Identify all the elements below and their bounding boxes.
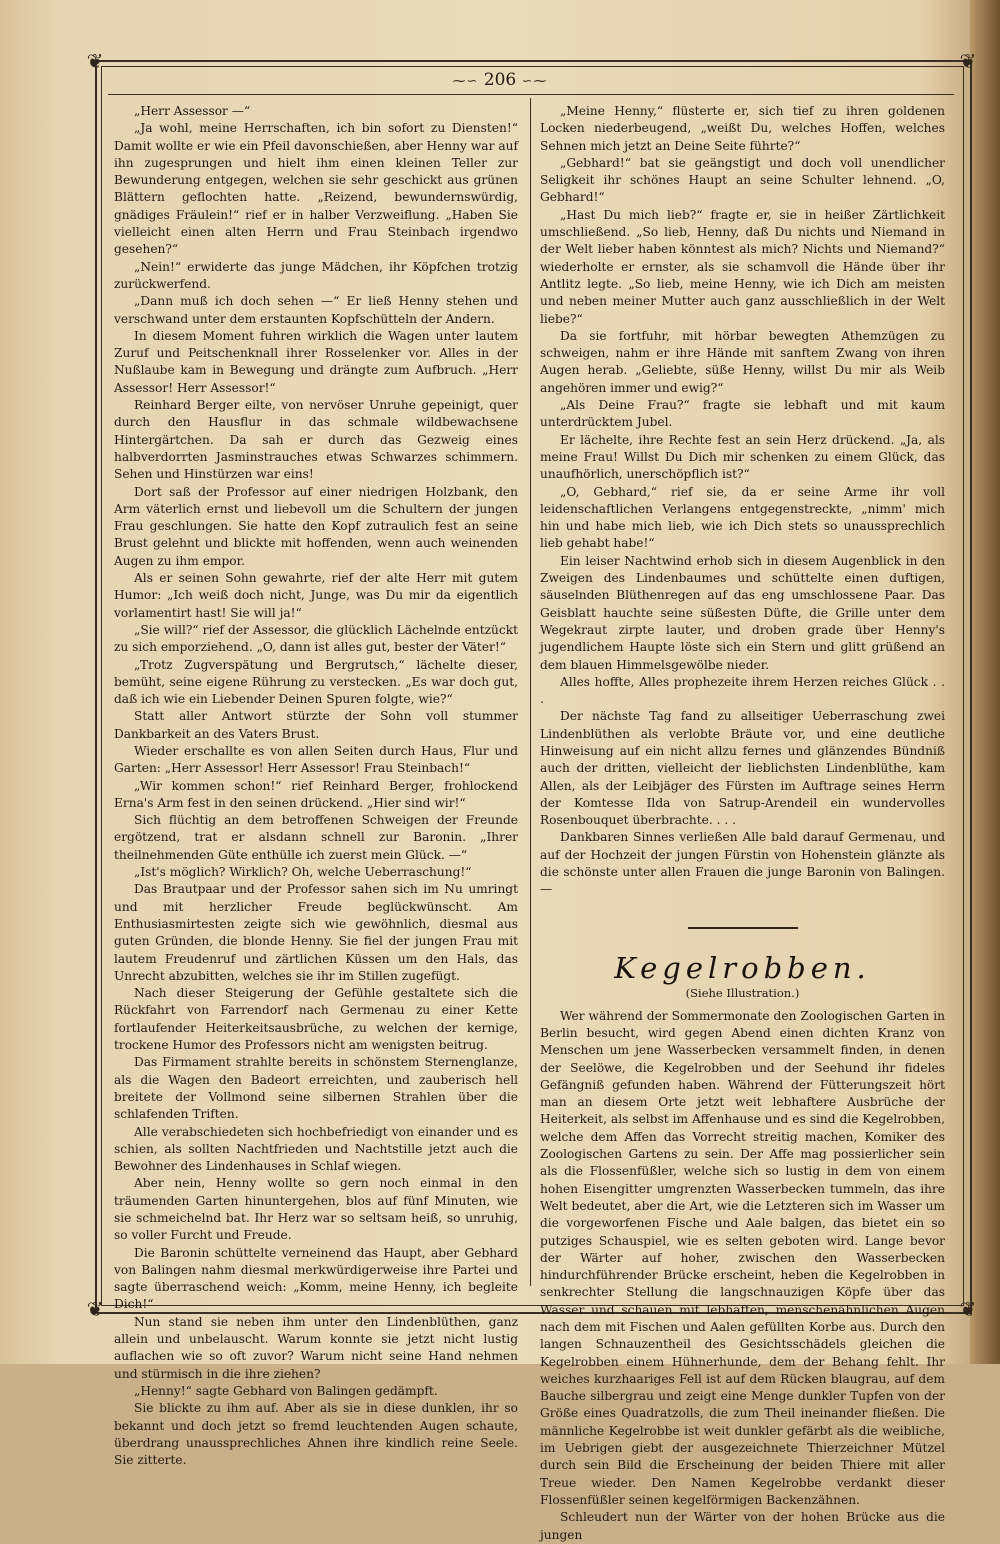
left-column: [114, 103, 518, 1469]
corner-ornament-icon: ❦: [86, 1297, 104, 1321]
header-rule: [108, 94, 954, 95]
paragraph: „Gebhard!“ bat sie geängstigt und doch voll unendlicher Seligkeit ihr schönes Haupt an seine Schulter lehnend. „O, Gebhard!“: [540, 155, 945, 205]
article-paragraph: Schleudert nun der Wärter von der hohen Brücke aus die jungen: [540, 1510, 945, 1542]
paragraph: „O, Gebhard,“ rief sie, da er seine Arme ihr voll leidenschaftlichen Verlangens entgegenstreckte, „nimm' mich hin und habe mich lieb, wie ich Dich stets so unaussprechlich lieb gehabt habe!“: [540, 484, 945, 551]
paragraph: In diesem Moment fuhren wirklich die Wagen unter lautem Zuruf und Peitschenknall ihrer Rosselenker vor. Alles in der Nußlaube kam in Bewegung und drängte zum Aufbruch. „Herr Assessor! Herr Assessor!“: [114, 328, 518, 395]
paragraph: „Hast Du mich lieb?“ fragte er, sie in heißer Zärtlichkeit umschließend. „So lieb, Henny, daß Du nichts und Niemand in der Welt lieber haben könntest als mich? Nichts und Niemand?“ wiederholte er ernster, als sie schamvoll die Hände über ihr Antlitz legte. „So lieb, meine Henny, wie ich Dich am meisten und neben meiner Mutter auch ganz ausschließlich in der Welt liebe?“: [540, 207, 945, 326]
page-number-header: [0, 70, 1000, 90]
paragraph: Dort saß der Professor auf einer niedrigen Holzbank, den Arm väterlich ernst und liebevoll um die Schultern der jungen Frau geschlungen. Sie hatte den Kopf zutraulich fest an seine Brust gelehnt und blickte mit hoffenden, wenn auch weinenden Augen zu ihm empor.: [114, 484, 518, 568]
paragraph: „Ist's möglich? Wirklich? Oh, welche Ueberraschung!“: [134, 865, 472, 880]
paragraph: Statt aller Antwort stürzte der Sohn voll stummer Dankbarkeit an des Vaters Brust.: [114, 709, 518, 741]
paragraph: Reinhard Berger eilte, von nervöser Unruhe gepeinigt, quer durch den Hausflur in das schmale wildbewachsene Hintergärtchen. Da sah er durch das Gezweig eines halbverdorrten Jasminstrauches etwas Schwarzes schimmern. Sehen und Hinstürzen war eins!: [114, 398, 518, 482]
paragraph: Dankbaren Sinnes verließen Alle bald darauf Germenau, und auf der Hochzeit der jungen Fürstin von Hohenstein glänzte als die schönste unter allen Frauen die junge Baronin von Balingen. —: [540, 830, 945, 897]
paragraph: Er lächelte, ihre Rechte fest an sein Herz drückend. „Ja, als meine Frau! Willst Du Dich mir schenken zu einem Glück, das unaufhörlich, unerschöpflich ist?“: [540, 432, 945, 482]
section-divider: [688, 927, 798, 929]
paragraph: Wieder erschallte es von allen Seiten durch Haus, Flur und Garten: „Herr Assessor! Herr Assessor! Frau Steinbach!“: [114, 743, 518, 776]
paragraph: Sich flüchtig an dem betroffenen Schweigen der Freunde ergötzend, trat er alsdann schnell zur Baronin. „Ihrer theilnehmenden Güte enthülle ich zuerst mein Glück. —“: [114, 813, 518, 862]
article-title: Kegelrobben.: [614, 950, 871, 985]
paragraph: Nun stand sie neben ihm unter den Lindenblüthen, ganz allein und unbelauscht. Warum konnte sie jetzt nicht lustig auflachen wie so oft zuvor? Warum nicht seine Hand nehmen und stürmisch in die ihre ziehen?: [114, 1314, 518, 1381]
paragraph: „Ja wohl, meine Herrschaften, ich bin sofort zu Diensten!“ Damit wollte er wie ein Pfeil davonschießen, aber Henny war auf ihn zugesprungen und hielt ihm einen kleinen Teller zur Bewunderung entgegen, welchen sie sehr geschickt aus grünen Blättern geflochten hatte. „Reizend, bewundernswürdig, gnädiges Fräulein!“ rief er in halber Verzweiflung. „Haben Sie vielleicht einen alten Herrn und Frau Steinbach irgendwo gesehen?“: [114, 121, 518, 257]
paragraph: Alle verabschiedeten sich hochbefriedigt von einander und es schien, als sollten Nachtfrieden und Nachtstille jetzt auch die Bewohner des Lindenhauses in Schlaf wiegen.: [114, 1124, 518, 1174]
paragraph: „Meine Henny,“ flüsterte er, sich tief zu ihren goldenen Locken niederbeugend, „weißt Du, welches Hoffen, welches Sehnen mich jetzt an Deine Seite führte?“: [540, 104, 945, 153]
paragraph: Die Baronin schüttelte verneinend das Haupt, aber Gebhard von Balingen nahm diesmal merkwürdigerweise ihre Partei und sagte überraschend weich: „Komm, meine Henny, ich begleite Dich!“: [114, 1245, 518, 1312]
paragraph: „Trotz Zugverspätung und Bergrutsch,“ lächelte dieser, bemüht, seine eigene Rührung zu verstecken. „Es war doch gut, daß ich wie ein Liebender Deinen Spuren folgte, wie?“: [114, 657, 518, 707]
paragraph: Alles hoffte, Alles prophezeite ihrem Herzen reiches Glück . . .: [540, 674, 945, 707]
flourish-right-icon: ∽⁓: [521, 74, 548, 89]
paragraph: Ein leiser Nachtwind erhob sich in diesem Augenblick in den Zweigen des Lindenbaumes und schüttelte einen duftigen, säuselnden Blüthenregen auf das eng umschlossene Paar. Das Geisblatt hauchte seine süßesten Düfte, die Grille unter dem Wegekraut zirpte lauter, und droben grade über Henny's jugendlichem Haupte löste sich ein Stern und glitt grüßend an dem blauen Himmelsgewölbe nieder.: [540, 553, 945, 672]
paragraph: „Als Deine Frau?“ fragte sie lebhaft und mit kaum unterdrücktem Jubel.: [540, 398, 945, 430]
paragraph: Das Firmament strahlte bereits in schönstem Sternenglanze, als die Wagen den Badeort erreichten, und zauberisch hell breitete der Vollmond seine silbernen Strahlen über die schlafenden Triften.: [114, 1055, 518, 1122]
paragraph: Der nächste Tag fand zu allseitiger Ueberraschung zwei Lindenblüthen als verlobte Bräute vor, und eine deutliche Hinweisung auf ein nicht allzu fernes und glänzendes Bündniß auch der dritten, vielleicht der lieblichsten Lindenblüthe, kam Allen, als der Leibjäger des Fürsten im Auftrage seines Herrn der Komtesse Ilda von Satrup-Arendeil ein wundervolles Rosenbouquet überbrachte. . . .: [540, 709, 945, 828]
column-divider: [530, 98, 531, 1286]
corner-ornament-icon: ❦: [86, 49, 104, 73]
paragraph: „Herr Assessor —“: [134, 104, 251, 118]
paragraph: Aber nein, Henny wollte so gern noch einmal in den träumenden Garten hinuntergehen, blos auf fünf Minuten, wie sie schmeichelnd bat. Ihr Herz war so seltsam heiß, so unruhig, so voller Furcht und Freude.: [114, 1176, 518, 1243]
article-paragraph: Wer während der Sommermonate den Zoologischen Garten in Berlin besucht, wird gegen Abend einen dichten Kranz von Menschen um jene Wasserbecken versammelt finden, in denen der Seelöwe, die Kegelrobben und der Seehund ihr fideles Gefängniß gefunden haben. Während der Fütterungszeit hört man an diesem Orte jetzt weit lebhaftere Ausbrüche der Heiterkeit, als selbst im Affenhause und es sind die Kegelrobben, welche dem Affen das Vorrecht streitig machen, Komiker des Zoologischen Gartens zu sein. Der Affe mag possierlicher sein als die Flossenfüßler, welche sich so lustig in dem von einem hohen Eisengitter umgrenzten Wasserbecken tummeln, das ihre Welt bedeutet, aber die Art, wie die Letzteren sich im Wasser um die vorgeworfenen Fische und Aale balgen, das bietet ein so putziges Schauspiel, wie es selten geboten wird. Lange bevor der Wärter auf hoher, zwischen den Wasserbecken hindurchführender Brücke erscheint, heben die Kegelrobben in senkrechter Stellung die langschnauzigen Köpfe über das Wasser und schauen mit lebhaften, menschenähnlichen Augen nach dem mit Fischen und Aalen gefüllten Korbe aus. Durch den langen Schnauzentheil des Gesichtsschädels gleichen die Kegelrobben einem Hühnerhunde, dem der Behang fehlt. Ihr weiches kurzhaariges Fell ist auf dem Rücken blaugrau, auf dem Bauche silbergrau und zeigt eine Menge dunkler Tupfen von der Größe eines Quadratzolls, die zum Theil ineinander fließen. Die männliche Kegelrobbe ist weit dunkler gefärbt als die weibliche, im Uebrigen giebt der ausgezeichnete Thierzeichner Mützel durch sein Bild die Erscheinung der beiden Thiere mit aller Treue wieder. Den Namen Kegelrobbe verdankt dieser Flossenfüßler seinen kegelförmigen Backenzähnen.: [540, 1008, 945, 1507]
corner-ornament-icon: ❦: [959, 1297, 977, 1321]
flourish-left-icon: ⁓∽: [452, 74, 479, 89]
paragraph: Als er seinen Sohn gewahrte, rief der alte Herr mit gutem Humor: „Ich weiß doch nicht, Junge, was Du mir da eigentlich vorlamentirt hast! Sie will ja!“: [114, 571, 518, 620]
paragraph: Nach dieser Steigerung der Gefühle gestaltete sich die Rückfahrt von Farrendorf nach Germenau zu einer Kette fortlaufender Heiterkeitsausbrüche, zu welchen der kernige, trockene Humor des Professors nicht am wenigsten beitrug.: [114, 986, 518, 1053]
corner-ornament-icon: ❦: [959, 49, 977, 73]
paragraph: Sie blickte zu ihm auf. Aber als sie in diese dunklen, ihr so bekannt und doch jetzt so fremd leuchtenden Augen schaute, überdrang unaussprechliches Ahnen ihre kindlich reine Seele. Sie zitterte.: [114, 1401, 518, 1468]
book-spine: [970, 0, 1000, 1364]
paragraph: „Henny!“ sagte Gebhard von Balingen gedämpft.: [134, 1383, 438, 1398]
paragraph: Das Brautpaar und der Professor sahen sich im Nu umringt und mit herzlicher Freude beglückwünscht. Am Enthusiasmirtesten zeigte sich wie gewöhnlich, diesmal aus guten Gründen, die blonde Henny. Sie fiel der jungen Frau mit lautem Freudenruf und zärtlichen Küssen um den Hals, das Unrecht abzubitten, welches sie ihr im Stillen zugefügt.: [114, 882, 518, 983]
paragraph: „Dann muß ich doch sehen —“ Er ließ Henny stehen und verschwand unter dem erstaunten Kopfschütteln der Andern.: [114, 294, 518, 326]
right-column: [540, 103, 945, 1544]
paragraph: Da sie fortfuhr, mit hörbar bewegten Athemzügen zu schweigen, nahm er ihre Hände mit sanftem Zwang von ihren Augen herab. „Geliebte, süße Henny, willst Du mir als Weib angehören immer und ewig?“: [540, 328, 945, 395]
paragraph: „Nein!“ erwiderte das junge Mädchen, ihr Köpfchen trotzig zurückwerfend.: [114, 259, 518, 291]
paragraph: „Wir kommen schon!“ rief Reinhard Berger, frohlockend Erna's Arm fest in den seinen drückend. „Hier sind wir!“: [114, 778, 518, 810]
page-number: 206: [483, 70, 517, 90]
article-subtitle: (Siehe Illustration.): [685, 985, 800, 1000]
paragraph: „Sie will?“ rief der Assessor, die glücklich Lächelnde entzückt zu sich emporziehend. „O, dann ist alles gut, bester der Väter!“: [114, 622, 518, 655]
